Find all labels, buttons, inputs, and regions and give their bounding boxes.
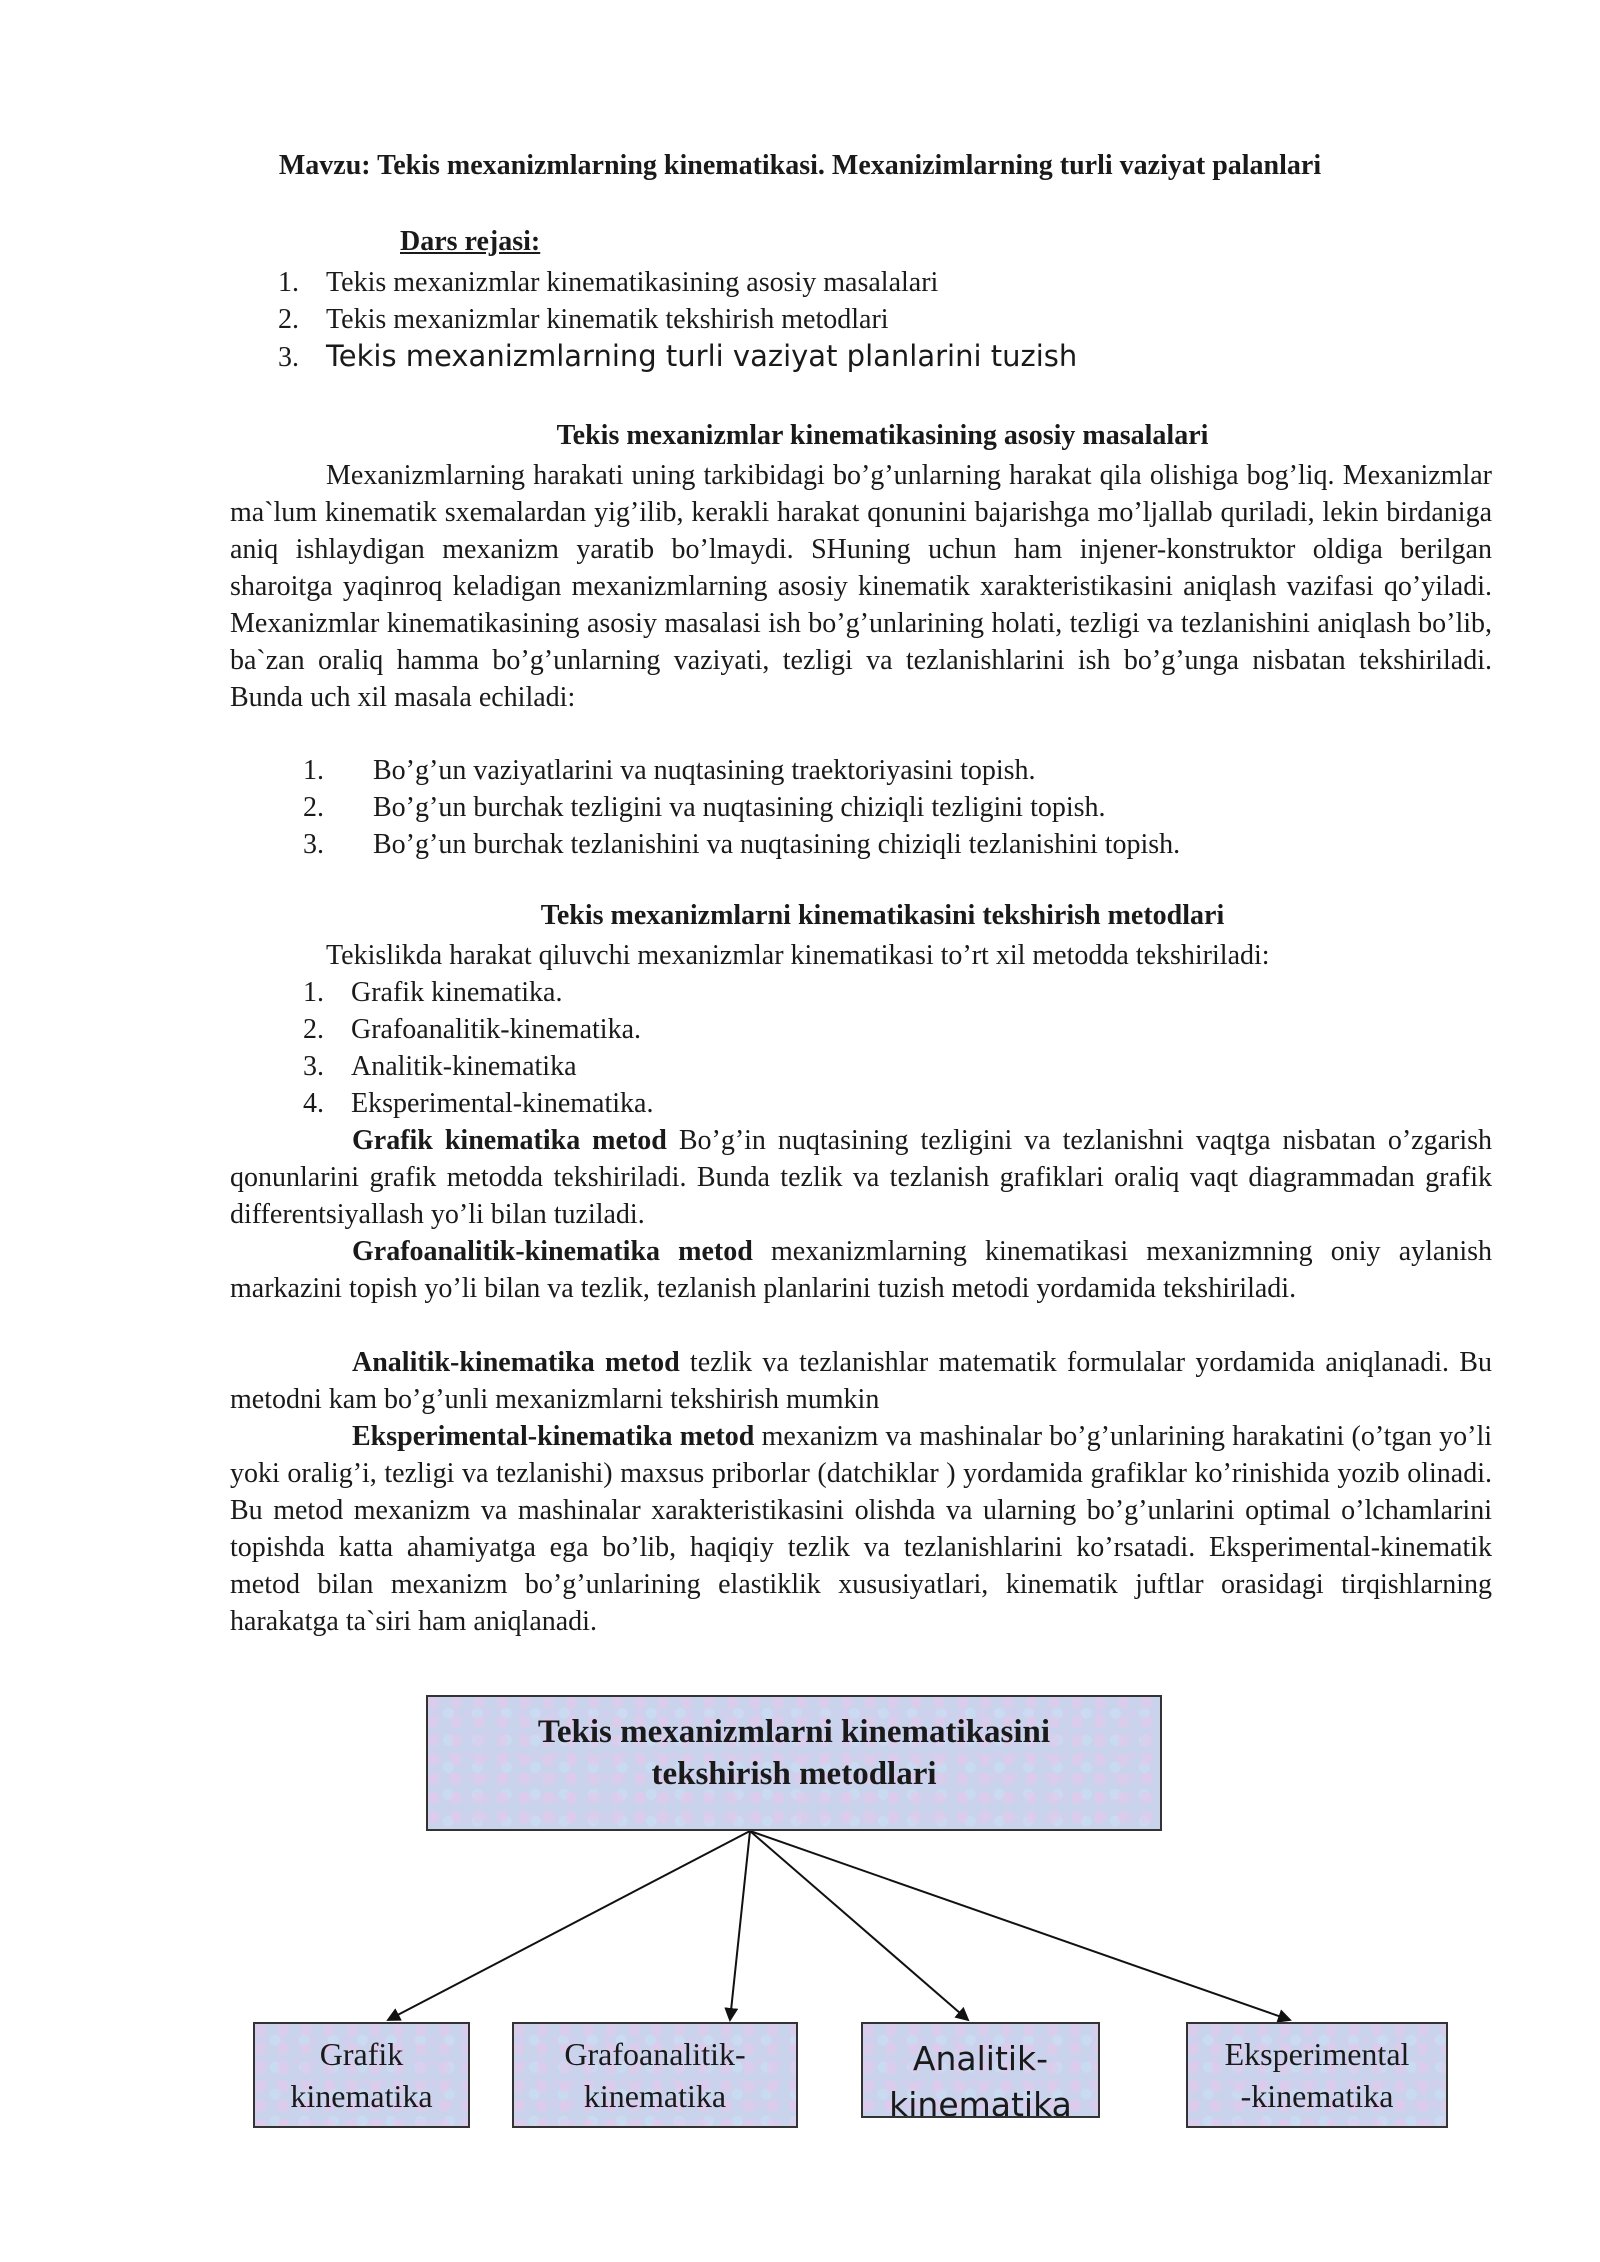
arrow-to-grafik (388, 1831, 750, 2020)
arrow-to-analitik (750, 1831, 968, 2020)
methods-list (303, 974, 653, 1122)
method-paragraph-analitik: Analitik-kinematika metod tezlik va tezlanishlar matematik formulalar yordamida aniqlanadi. Bu metodni kam bo’g’unli mexanizmlarni tekshirish mumkin (230, 1347, 1492, 1415)
section-1-paragraph: Mexanizmlarning harakati uning tarkibidagi bo’g’unlarning harakat qila olishiga bog’liq. Mexanizmlar ma`lum kinematik sxemalardan yig’ilib, kerakli harakat qonunini bajarishga mo’ljallab quriladi, lekin birdaniga aniq ishlaydigan mexanizm yaratib bo’lmaydi. SHuning uchun ham injener-konstruktor oldiga berilgan sharoitga yaqinroq keladigan mexanizmlarning asosiy kinematik xarakteristikasini aniqlash vazifasi qo’yiladi. Mexanizmlar kinematikasining asosiy masalasi ish bo’g’unlarining holati, tezligi va tezlanishini aniqlash bo’lib, ba`zan oraliq hamma bo’g’unlarning vaziyati, tezligi va tezlanishlarini ish bo’g’unga nisbatan tekshiriladi. Bunda uch xil masala echiladi: (230, 460, 1492, 713)
section-heading-1: Tekis mexanizmlar kinematikasining asosiy masalalari (556, 420, 1209, 451)
diagram-box-eksperimental: Eksperimental -kinematika (1186, 2022, 1448, 2128)
tasks-list (303, 752, 1180, 863)
list-item: 2. Grafoanalitik-kinematika. (303, 1014, 641, 1045)
list-item: 3. Tekis mexanizmlarning turli vaziyat planlarini tuzish (278, 339, 1078, 373)
list-item: 2. Tekis mexanizmlar kinematik tekshirish metodlari (278, 304, 889, 335)
lesson-plan-heading: Dars rejasi: (400, 226, 541, 257)
lesson-plan-list (278, 264, 1077, 375)
list-item: 2. Bo’g’un burchak tezligini va nuqtasining chiziqli tezligini topish. (303, 792, 1106, 823)
diagram-root-box: Tekis mexanizmlarni kinematikasini tekshirish metodlari (426, 1695, 1162, 1831)
list-item: 1. Bo’g’un vaziyatlarini va nuqtasining traektoriyasini topish. (303, 755, 1036, 786)
section-heading-2: Tekis mexanizmlarni kinematikasini tekshirish metodlari (540, 900, 1225, 931)
section-2-intro: Tekislikda harakat qiluvchi mexanizmlar kinematikasi to’rt xil metodda tekshiriladi: (326, 940, 1270, 971)
list-item: 3. Analitik-kinematika (303, 1051, 577, 1082)
diagram-box-grafik: Grafik kinematika (253, 2022, 470, 2128)
list-item: 1. Tekis mexanizmlar kinematikasining asosiy masalalari (278, 267, 939, 298)
method-paragraph-grafik: Grafik kinematika metod Bo’g’in nuqtasining tezligini va tezlanishni vaqtga nisbatan o’zgarish qonunlarini grafik metodda tekshiriladi. Bunda tezlik va tezlanish grafiklari oraliq vaqt diagrammadan grafik differentsiyallash yo’li bilan tuziladi. (230, 1125, 1492, 1230)
arrow-to-grafoanalitik (730, 1831, 750, 2020)
diagram-box-grafoanalitik: Grafoanalitik- kinematika (512, 2022, 798, 2128)
list-item: 3. Bo’g’un burchak tezlanishini va nuqtasining chiziqli tezlanishini topish. (303, 829, 1181, 860)
method-paragraph-eksperimental: Eksperimental-kinematika metod mexanizm va mashinalar bo’g’unlarining harakatini (o’tgan yo’li yoki oralig’i, tezligi va tezlanishi) maxsus priborlar (datchiklar ) yordamida grafiklar ko’rinishida yozib olinadi. Bu metod mexanizm va mashinalar xarakteristikasini olishda va ularning bo’g’unlarini optimal o’lchamlarini topishda katta ahamiyatga ega bo’lib, haqiqiy tezlik va tezlanishlarini ko’rsatadi. Eksperimental-kinematik metod bilan mexanizm bo’g’unlarining elastiklik xususiyatlari, kinematik juftlar orasidagi tirqishlarning harakatga ta`siri ham aniqlanadi. (230, 1421, 1492, 1637)
list-item: 4. Eksperimental-kinematika. (303, 1088, 654, 1119)
method-paragraph-grafoanalitik: Grafoanalitik-kinematika metod mexanizmlarning kinematikasi mexanizmning oniy aylanish markazini topish yo’li bilan va tezlik, tezlanish planlarini tuzish metodi yordamida tekshiriladi. (230, 1236, 1493, 1304)
page-title: Mavzu: Tekis mexanizmlarning kinematikasi. Mexanizimlarning turli vaziyat palanlari (278, 150, 1322, 181)
list-item: 1. Grafik kinematika. (303, 977, 563, 1008)
diagram-box-analitik: Analitik- kinematika (861, 2022, 1100, 2118)
arrow-to-eksperimental (750, 1831, 1290, 2020)
